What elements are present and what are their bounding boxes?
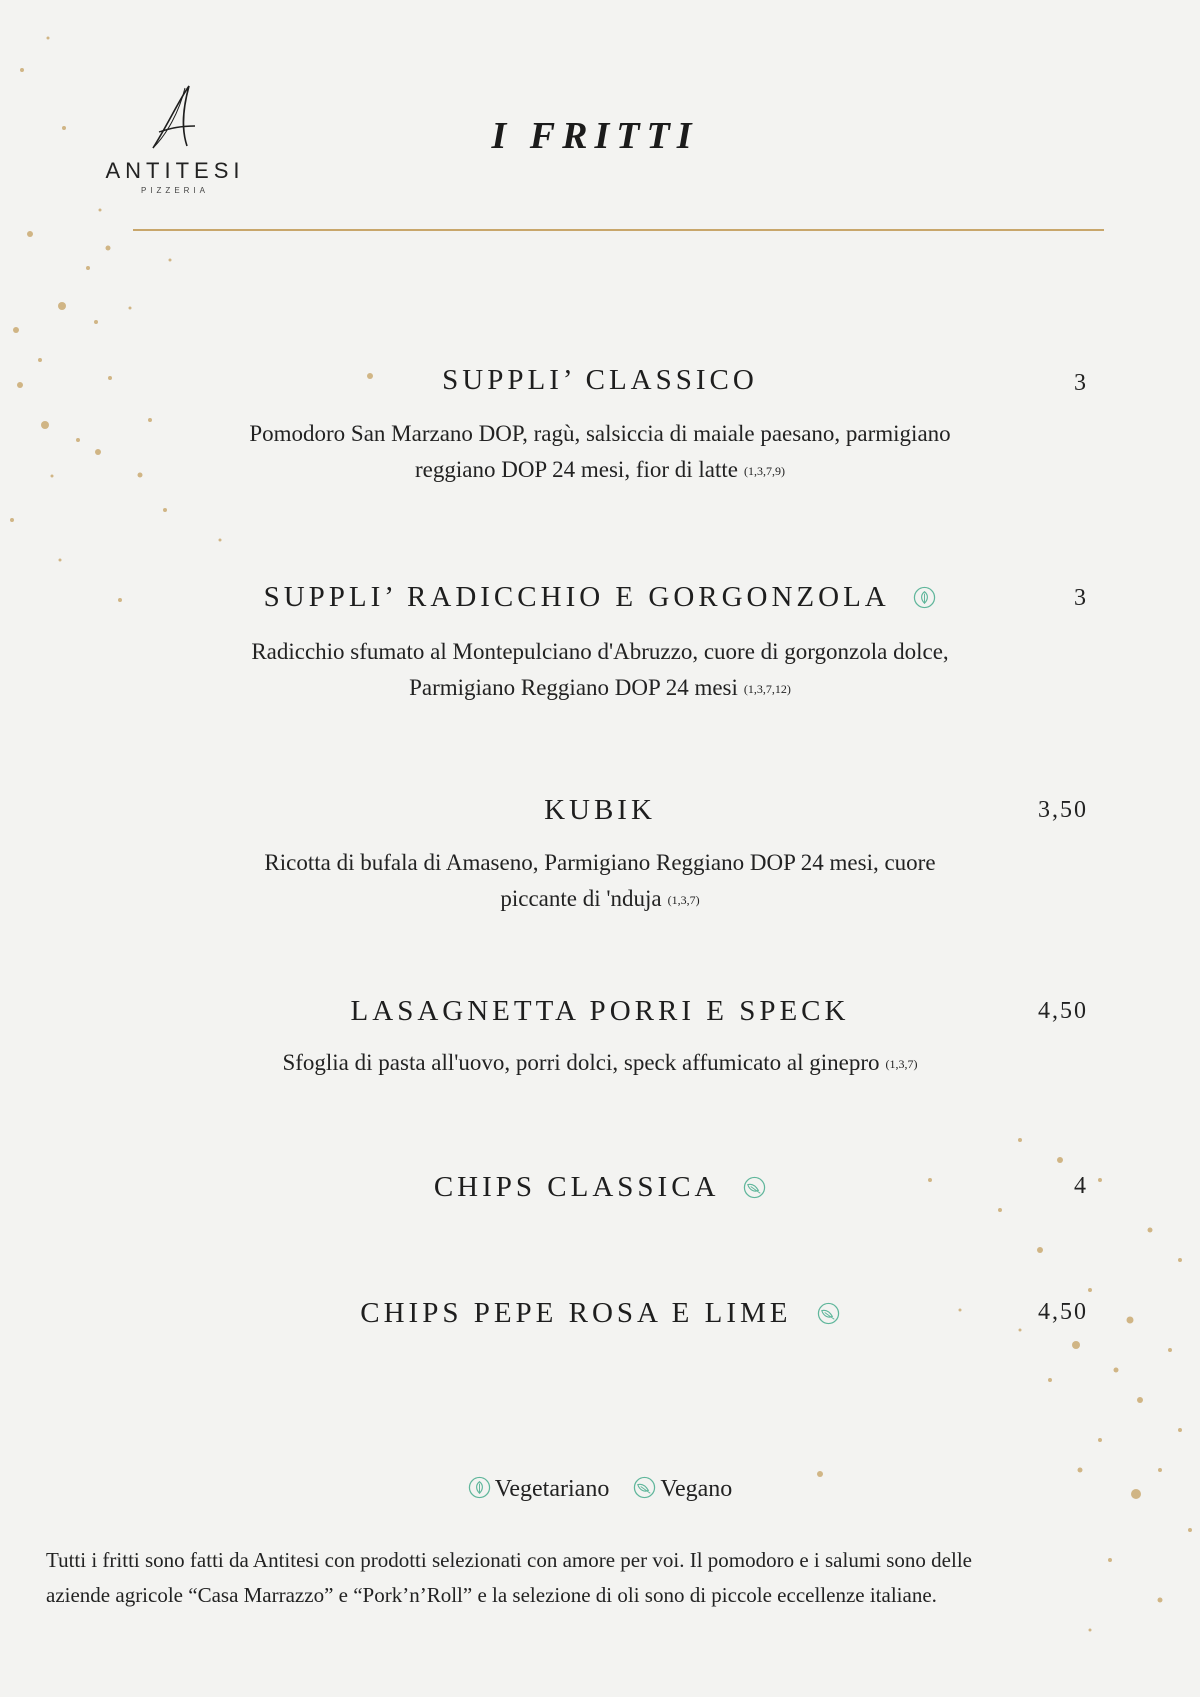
vegan-icon	[817, 1302, 840, 1325]
allergens: (1,3,7)	[667, 893, 700, 907]
desc-line: Ricotta di bufala di Amaseno, Parmigiano Reggiano DOP 24 mesi, cuore	[264, 850, 936, 875]
item-price-kubik: 3,50	[1038, 797, 1088, 823]
vegetarian-icon	[913, 586, 936, 609]
footnote-line: aziende agricole “Casa Marrazzo” e “Pork’n’Roll” e la selezione di oli sono di piccole eccellenze italiane.	[46, 1583, 937, 1607]
item-name-text: SUPPLI’ RADICCHIO E GORGONZOLA	[263, 581, 889, 613]
desc-line	[0, 1045, 1200, 1082]
title-divider	[133, 229, 1104, 231]
allergens: (1,3,7,9)	[744, 464, 785, 478]
desc-line: Radicchio sfumato al Montepulciano d'Abruzzo, cuore di gorgonzola dolce,	[251, 639, 949, 664]
desc-line	[0, 881, 1200, 918]
item-name-text: CHIPS CLASSICA	[433, 1171, 718, 1203]
item-price-chips-pepe-rosa: 4,50	[1038, 1299, 1088, 1325]
item-name-kubik: KUBIK	[544, 794, 656, 826]
desc-line-text: Sfoglia di pasta all'uovo, porri dolci, speck affumicato al ginepro	[282, 1050, 880, 1075]
desc-line-text: piccante di 'nduja	[500, 886, 662, 911]
page-title: I FRITTI	[491, 115, 699, 157]
allergens: (1,3,7)	[885, 1057, 918, 1071]
desc-line-text: Parmigiano Reggiano DOP 24 mesi	[409, 675, 738, 700]
item-desc-lasagnetta	[0, 1045, 1200, 1082]
desc-line-text: reggiano DOP 24 mesi, fior di latte	[415, 457, 738, 482]
logo-name: ANTITESI	[105, 158, 245, 183]
item-price-suppli-radicchio: 3	[1074, 585, 1088, 611]
legend-vegetarian	[468, 1476, 610, 1503]
item-desc-kubik	[0, 845, 1200, 918]
desc-line	[0, 670, 1200, 707]
item-name-text: CHIPS PEPE ROSA E LIME	[360, 1297, 792, 1329]
diet-legend	[0, 1476, 1200, 1503]
legend-vegetarian-label: Vegetariano	[494, 1476, 610, 1502]
vegetarian-icon	[468, 1476, 491, 1499]
item-price-lasagnetta: 4,50	[1038, 998, 1088, 1024]
item-price-suppli-classico: 3	[1074, 370, 1088, 396]
item-desc-suppli-radicchio	[0, 634, 1200, 707]
footnote	[46, 1543, 1166, 1613]
item-name-suppli-classico: SUPPLI’ CLASSICO	[442, 364, 758, 396]
allergens: (1,3,7,12)	[743, 682, 791, 696]
vegan-icon	[633, 1476, 656, 1499]
item-price-chips-classica: 4	[1074, 1173, 1088, 1199]
desc-line: Pomodoro San Marzano DOP, ragù, salsiccia di maiale paesano, parmigiano	[249, 421, 951, 446]
vegan-icon	[743, 1176, 766, 1199]
legend-vegan	[633, 1476, 732, 1503]
item-name-lasagnetta: LASAGNETTA PORRI E SPECK	[350, 995, 850, 1027]
desc-line	[0, 452, 1200, 489]
item-desc-suppli-classico	[0, 416, 1200, 489]
footnote-line: Tutti i fritti sono fatti da Antitesi con prodotti selezionati con amore per voi. Il pomodoro e i salumi sono delle	[46, 1548, 972, 1572]
legend-vegan-label: Vegano	[660, 1476, 733, 1502]
logo-subtitle: PIZZERIA	[140, 186, 209, 195]
